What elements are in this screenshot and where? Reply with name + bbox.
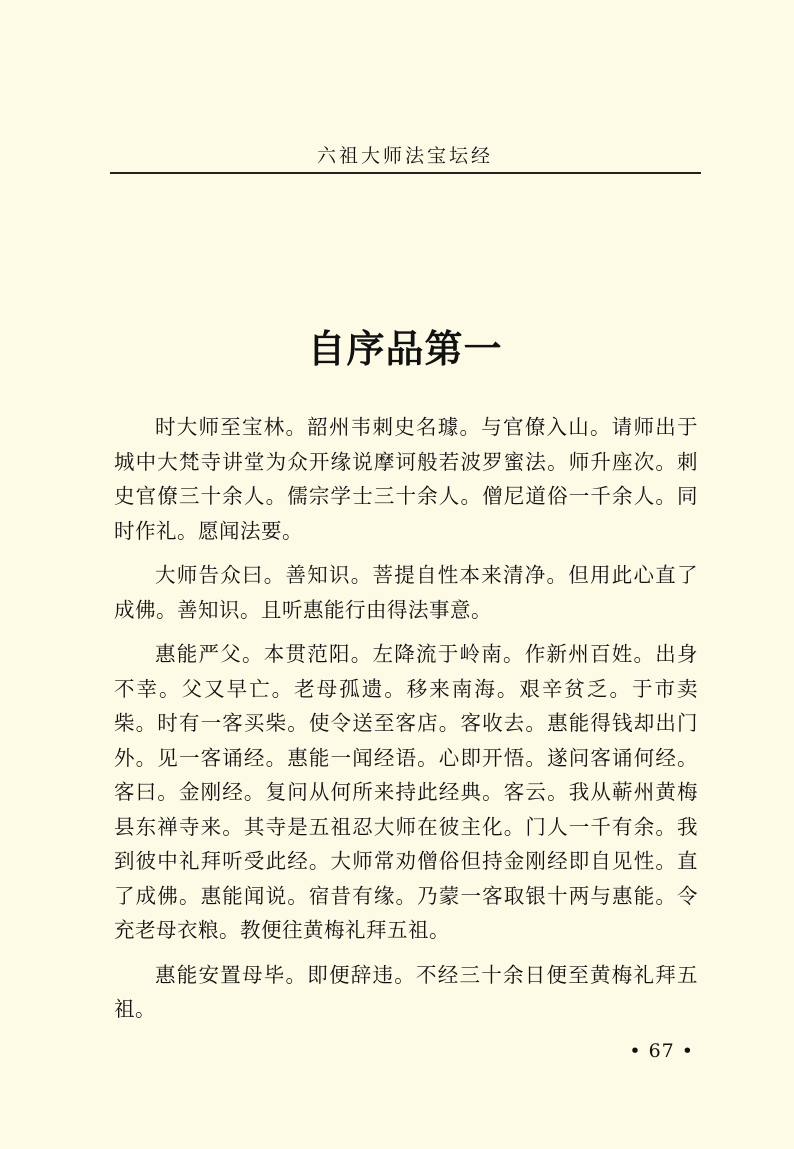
paragraph-4: 惠能安置母毕。即便辞违。不经三十余日便至黄梅礼拜五祖。 bbox=[114, 962, 698, 1021]
running-header: 六祖大师法宝坛经 bbox=[316, 145, 493, 167]
chapter-title: 自序品第一 bbox=[307, 327, 503, 372]
body-text bbox=[114, 410, 698, 1037]
paragraph-3: 惠能严父。本贯范阳。左降流于岭南。作新州百姓。出身不幸。父又早亡。老母孤遗。移来南海。艰辛贫乏。于市卖柴。时有一客买柴。使令送至客店。客收去。惠能得钱却出门外。见一客诵经。惠能一闻经语。心即开悟。遂问客诵何经。客曰。金刚经。复问从何所来持此经典。客云。我从蕲州黄梅县东禅寺来。其寺是五祖忍大师在彼主化。门人一千有余。我到彼中礼拜听受此经。大师常劝僧俗但持金刚经即自见性。直了成佛。惠能闻说。宿昔有缘。乃蒙一客取银十两与惠能。令充老母衣粮。教便往黄梅礼拜五祖。 bbox=[114, 642, 698, 942]
paragraph-2: 大师告众曰。善知识。菩提自性本来清净。但用此心直了成佛。善知识。且听惠能行由得法事意。 bbox=[114, 563, 698, 622]
page-number: • 67 • bbox=[629, 1040, 694, 1062]
header-divider bbox=[110, 172, 701, 174]
paragraph-1: 时大师至宝林。韶州韦刺史名璩。与官僚入山。请师出于城中大梵寺讲堂为众开缘说摩诃般若波罗蜜法。师升座次。刺史官僚三十余人。儒宗学士三十余人。僧尼道俗一千余人。同时作礼。愿闻法要。 bbox=[114, 415, 698, 543]
